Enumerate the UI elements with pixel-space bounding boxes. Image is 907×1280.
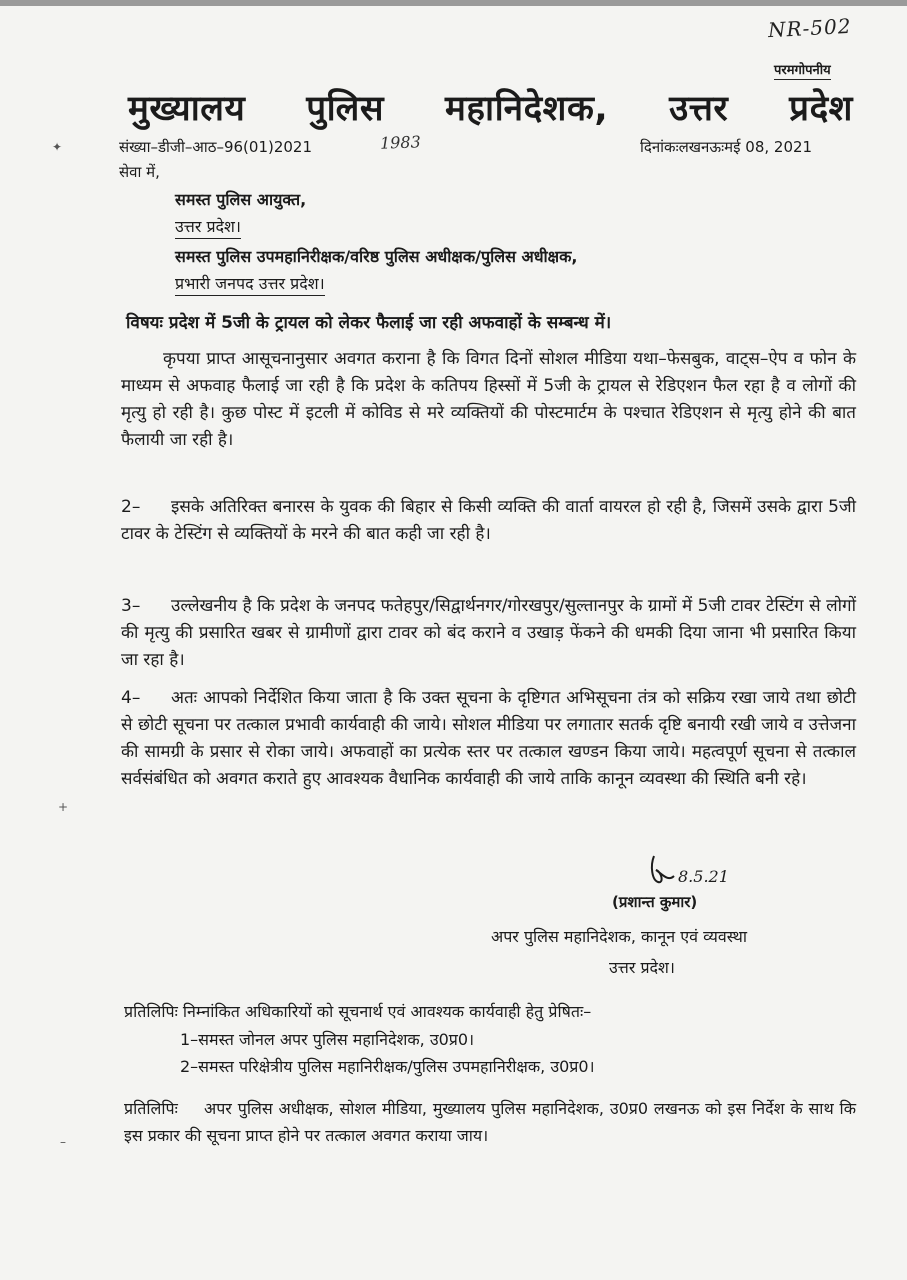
- copy-to-intro: प्रतिलिपिः निम्नांकित अधिकारियों को सूचनार्थ एवं आवश्यक कार्यवाही हेतु प्रेषितः–: [124, 1002, 592, 1021]
- addressee-line: उत्तर प्रदेश।: [175, 215, 241, 239]
- paragraph-text: कृपया प्राप्त आसूचनानुसार अवगत कराना है कि विगत दिनों सोशल मीडिया यथा–फेसबुक, वाट्स–ऐप व फोन के माध्यम से अफवाह फैलाई जा रही है कि प्रदेश के कतिपय हिस्सों में 5जी के ट्रायल से रेडिएशन फैल रहा है व लोगों की मृत्यु हो रही है। कुछ पोस्ट में इटली में कोविड से मरे व्यक्तियों की पोस्टमार्टम के पश्चात रेडिएशन से मृत्यु होने की बात फैलायी जा रही है।: [121, 349, 856, 450]
- copy-to-item: 1–समस्त जोनल अपर पुलिस महानिदेशक, उ0प्र0।: [180, 1030, 475, 1049]
- margin-mark: +: [58, 800, 69, 814]
- copy-to-text: अपर पुलिस अधीक्षक, सोशल मीडिया, मुख्यालय पुलिस महानिदेशक, उ0प्र0 लखनऊ को इस निर्देश के साथ कि इस प्रकार की सूचना प्राप्त होने पर तत्काल अवगत कराया जाय।: [124, 1099, 856, 1145]
- paragraph-text: इसके अतिरिक्त बनारस के युवक की बिहार से किसी व्यक्ति की वार्ता वायरल हो रही है, जिसमें उसके द्वारा 5जी टावर के टेस्टिंग से व्यक्तियों के मरने की बात कही जा रही है।: [121, 497, 856, 544]
- margin-mark: ✦: [52, 140, 63, 154]
- heading-word: महानिदेशक,: [445, 89, 609, 129]
- paragraph-text: उल्लेखनीय है कि प्रदेश के जनपद फतेहपुर/सिद्वार्थनगर/गोरखपुर/सुल्तानपुर के ग्रामों में 5जी टावर टेस्टिंग से लोगों की मृत्यु की प्रसारित खबर से ग्रामीणों द्वारा टावर को बंद कराने व उखाड़ फेंकने की धमकी दिया जाना भी प्रसारित किया जा रहा है।: [121, 596, 856, 670]
- paragraph-number: 3–: [121, 596, 141, 616]
- letter-date: दिनांकःलखनऊःमई 08, 2021: [640, 138, 813, 156]
- copy-to-second: [124, 1095, 856, 1149]
- reference-number: संख्या–डीजी–आठ–96(01)2021: [119, 138, 313, 156]
- paragraph-number: 2–: [121, 497, 141, 517]
- heading-word: प्रदेश: [789, 89, 853, 129]
- heading-word: मुख्यालय: [128, 89, 246, 129]
- heading-word: पुलिस: [306, 89, 385, 129]
- salutation: सेवा में,: [119, 163, 160, 181]
- signatory-state: उत्तर प्रदेश।: [609, 958, 675, 977]
- handwritten-reference: NR-502: [767, 13, 853, 43]
- addressee-line: समस्त पुलिस उपमहानिरीक्षक/वरिष्ठ पुलिस अधीक्षक/पुलिस अधीक्षक,: [175, 247, 578, 266]
- heading-word: उत्तर: [669, 89, 729, 129]
- addressee-line: समस्त पुलिस आयुक्त,: [175, 190, 307, 209]
- signature-date: 8.5.21: [678, 867, 729, 886]
- subject-line: विषयः प्रदेश में 5जी के ट्रायल को लेकर फैलाई जा रही अफवाहों के सम्बन्ध में।: [126, 313, 612, 333]
- scan-top-edge: [0, 0, 907, 6]
- copy-to-item: 2–समस्त परिक्षेत्रीय पुलिस महानिरीक्षक/पुलिस उपमहानिरीक्षक, उ0प्र0।: [180, 1057, 595, 1076]
- paragraph-3: [121, 593, 856, 674]
- handwritten-signature: [648, 852, 738, 892]
- signatory-name: (प्रशान्त कुमार): [612, 893, 698, 911]
- copy-to-label: प्रतिलिपिः: [124, 1099, 178, 1118]
- margin-mark: –: [60, 1135, 66, 1149]
- paragraph-number: 4–: [121, 688, 141, 708]
- letterhead-title: [128, 84, 853, 131]
- classification-label: परमगोपनीय: [774, 60, 831, 80]
- paragraph-2: [121, 494, 856, 548]
- signatory-designation: अपर पुलिस महानिदेशक, कानून एवं व्यवस्था: [491, 927, 748, 946]
- paragraph-1: [121, 346, 856, 454]
- handwritten-dispatch-number: 1983: [379, 132, 422, 153]
- addressee-line: प्रभारी जनपद उत्तर प्रदेश।: [175, 272, 325, 296]
- paragraph-4: [121, 685, 856, 793]
- paragraph-text: अतः आपको निर्देशित किया जाता है कि उक्त सूचना के दृष्टिगत अभिसूचना तंत्र को सक्रिय रखा जाये तथा छोटी से छोटी सूचना पर तत्काल प्रभावी कार्यवाही की जाये। सोशल मीडिया पर लगातार सतर्क दृष्टि बनायी रखी जाये व उत्तेजना की सामग्री के प्रसार से रोका जाये। अफवाहों का प्रत्येक स्तर पर तत्काल खण्डन किया जाये। महत्वपूर्ण सूचना से तत्काल सर्वसंबंधित को अवगत कराते हुए आवश्यक वैधानिक कार्यवाही की जाये ताकि कानून व्यवस्था की स्थिति बनी रहे।: [121, 688, 856, 789]
